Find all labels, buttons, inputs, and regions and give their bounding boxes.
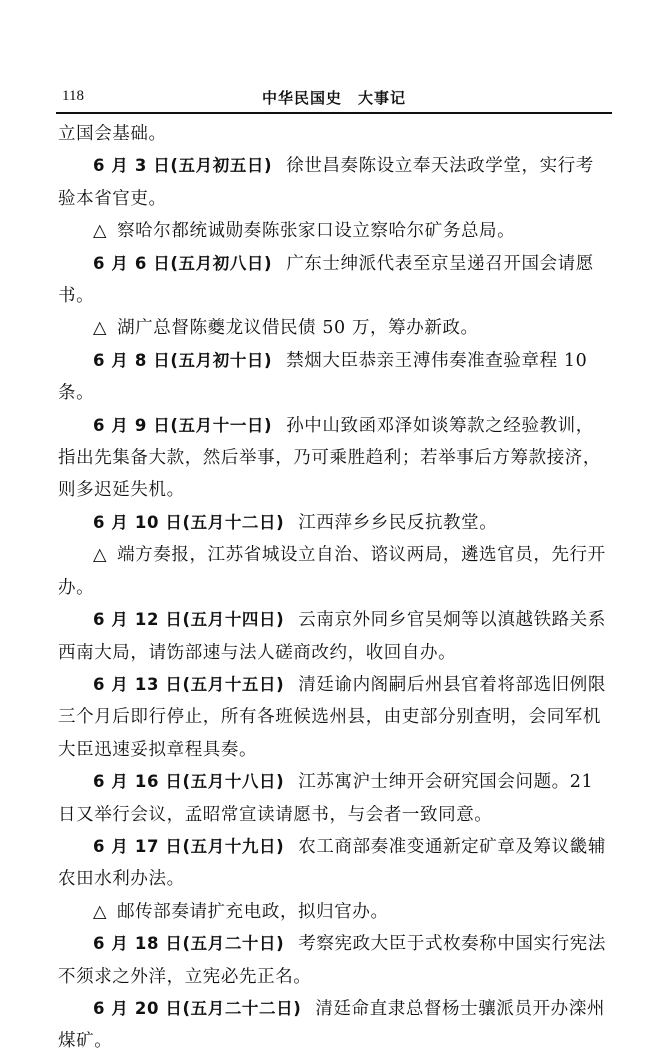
entry-paragraph <box>58 766 610 831</box>
entry-text: 江苏寓沪士绅开会研究国会问题。21 日又举行会议，孟昭常宣读请愿书，与会者一致同意。 <box>58 772 594 825</box>
entry-text: 湖广总督陈夔龙议借民债 50 万，筹办新政。 <box>117 318 479 339</box>
entry-paragraph <box>58 312 610 344</box>
entry-date: 6 月 10 日(五月十二日) <box>93 512 285 532</box>
entry-paragraph <box>58 118 610 150</box>
triangle-marker: △ <box>93 545 108 566</box>
entry-text: 孙中山致函邓泽如谈筹款之经验教训，指出先集备大款，然后举事，乃可乘胜趋利；若举事后方筹款接济，则多迟延失机。 <box>58 415 601 501</box>
entry-paragraph <box>58 215 610 247</box>
entry-text: 清廷命直隶总督杨士骧派员开办滦州煤矿。 <box>58 998 605 1052</box>
entry-paragraph <box>58 993 610 1058</box>
page-number: 118 <box>62 88 84 104</box>
entry-text: 徐世昌奏陈设立奉天法政学堂，实行考验本省官吏。 <box>58 156 594 209</box>
entry-paragraph <box>58 669 610 766</box>
entry-paragraph <box>58 896 610 928</box>
entry-paragraph <box>58 928 610 993</box>
entry-date: 6 月 18 日(五月二十日) <box>93 934 285 954</box>
entry-date: 6 月 6 日(五月初八日) <box>93 253 273 273</box>
triangle-marker: △ <box>93 221 108 242</box>
entry-paragraph <box>58 410 610 507</box>
chronicle-text <box>58 118 610 1058</box>
triangle-marker: △ <box>93 318 108 339</box>
entry-text: 广东士绅派代表至京呈递召开国会请愿书。 <box>58 253 594 307</box>
entry-paragraph <box>58 831 610 896</box>
entry-date: 6 月 9 日(五月十一日) <box>93 415 273 435</box>
entry-text: 禁烟大臣恭亲王溥伟奏准查验章程 10 条。 <box>58 350 588 404</box>
entry-text: 农工商部奏准变通新定矿章及筹议畿辅农田水利办法。 <box>58 836 606 890</box>
entry-date: 6 月 13 日(五月十五日) <box>93 674 285 694</box>
entry-paragraph <box>58 345 610 410</box>
entry-text: 考察宪政大臣于式枚奏称中国实行宪法不须求之外洋，立宪必先正名。 <box>58 934 606 987</box>
triangle-marker: △ <box>93 901 108 922</box>
entry-text: 云南京外同乡官吴炯等以滇越铁路关系西南大局，请饬部速与法人磋商改约，收回自办。 <box>58 610 606 663</box>
entry-paragraph <box>58 248 610 313</box>
entry-date: 6 月 8 日(五月初十日) <box>93 350 273 370</box>
entry-text: 察哈尔都统诚勋奏陈张家口设立察哈尔矿务总局。 <box>117 221 516 242</box>
page-header <box>56 86 612 114</box>
running-title: 中华民国史 大事记 <box>261 89 406 107</box>
entry-paragraph <box>58 604 610 669</box>
entry-text: 立国会基础。 <box>58 124 167 144</box>
entry-paragraph <box>58 539 610 604</box>
entry-text: 清廷谕内阁嗣后州县官着将部选旧例限三个月后即行停止，所有各班候选州县，由吏部分别查明，会同军机大臣迅速妥拟章程具奏。 <box>58 674 606 760</box>
entry-date: 6 月 20 日(五月二十二日) <box>93 998 302 1018</box>
entry-date: 6 月 3 日(五月初五日) <box>93 156 273 176</box>
entry-date: 6 月 12 日(五月十四日) <box>93 610 285 630</box>
entry-date: 6 月 16 日(五月十八日) <box>93 772 285 792</box>
entry-text: 邮传部奏请扩充电政，拟归官办。 <box>117 901 389 922</box>
entry-paragraph <box>58 507 610 539</box>
entry-paragraph <box>58 150 610 215</box>
entry-text: 江西萍乡乡民反抗教堂。 <box>298 512 498 533</box>
entry-date: 6 月 17 日(五月十九日) <box>93 836 285 856</box>
entry-text: 端方奏报，江苏省城设立自治、谘议两局，遴选官员，先行开办。 <box>58 545 606 598</box>
